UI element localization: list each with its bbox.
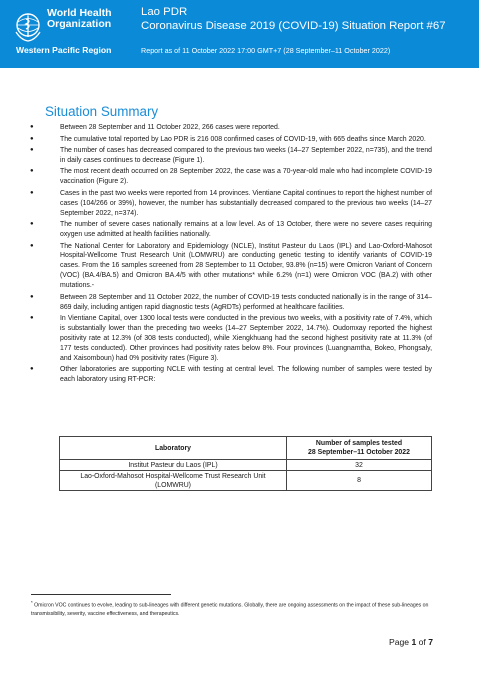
report-title-main: Coronavirus Disease 2019 (COVID-19) Situation Report #67: [141, 20, 446, 32]
page-prefix: Page: [389, 637, 410, 647]
list-item: [30, 314, 432, 364]
list-item: [30, 135, 432, 145]
bullet-icon: ●: [30, 242, 34, 249]
bullet-icon: ●: [30, 315, 34, 322]
bullet-icon: ●: [30, 293, 34, 300]
header-samples: [287, 437, 432, 460]
footnote: [31, 599, 435, 618]
header-samples-period: 28 September–11 October 2022: [308, 449, 410, 456]
header-laboratory: Laboratory: [60, 437, 287, 460]
org-name-line2: Organization: [47, 18, 112, 30]
org-name-line1: World Health: [47, 7, 112, 19]
bullet-text: Other laboratories are supporting NCLE with testing at central level. The following number of samples were tested by each laboratory using RT-PCR:: [60, 366, 432, 384]
bullet-icon: ●: [30, 147, 34, 153]
page-of: of: [418, 637, 426, 647]
lab-name-cell: Institut Pasteur du Laos (IPL): [60, 460, 287, 471]
footnote-divider: [31, 594, 171, 595]
bullet-icon: ●: [30, 135, 34, 142]
bullet-text: Between 28 September and 11 October 2022, the number of COVID-19 tests conducted nationally is in the range of 314–869 daily, including antigen rapid diagnostic tests (AgRDTs) performed at healthcare facilities.: [60, 293, 432, 311]
sample-count-cell: 8: [287, 471, 432, 491]
footnote-text: Omicron VOC continues to evolve, leading to sub-lineages with different genetic mutations. Globally, there are ongoing assessments on the impact of these sub-lineages on transmissibility, severity, vaccine effectiveness, and therapeutics.: [31, 602, 429, 617]
who-wordmark: [47, 8, 112, 30]
list-item: [30, 189, 432, 219]
page-total: 7: [428, 637, 433, 647]
sample-count-cell: 32: [287, 460, 432, 471]
section-title: Situation Summary: [45, 104, 159, 119]
page-current: 1: [411, 637, 417, 647]
table-row: [60, 471, 432, 491]
bullet-text: Cases in the past two weeks were reported from 14 provinces. Vientiane Capital continues to report the highest number of cases (104/266 or 39%), however, the number has substantially decreased compared to the previous two weeks (14–27 September 2022, n=374).: [60, 189, 432, 217]
report-header-banner: [0, 0, 479, 68]
bullet-icon: ●: [30, 168, 34, 175]
bullet-icon: ●: [30, 124, 34, 130]
report-title-country: Lao PDR: [141, 6, 188, 18]
laboratory-samples-table: [59, 436, 432, 491]
bullet-icon: ●: [30, 366, 34, 373]
who-emblem-icon: [13, 10, 43, 44]
page-number: [389, 637, 433, 647]
bullet-icon: ●: [30, 221, 34, 228]
bullet-text: The number of severe cases nationally remains at a low level. As of 13 October, there were no severe cases requiring oxygen use admitted at health facilities nationally.: [60, 221, 432, 239]
bullet-text: The most recent death occurred on 28 September 2022, the case was a 70-year-old male who had incomplete COVID-19 vaccination (Figure 2).: [60, 168, 432, 186]
table-header-row: [60, 437, 432, 460]
bullet-icon: ●: [30, 189, 34, 196]
table-row: [60, 460, 432, 471]
bullet-text: The National Center for Laboratory and Epidemiology (NCLE), Institut Pasteur du Laos (IPL) and Lao-Oxford-Mahosot Hospital-Wellcome Trust Research Unit (LOMWRU) are conducting genetic testing to identify variants of COVID-19 cases. From the 16 samples screened from 28 September to 11 October, 93.8% (n=15) were Omicron Variant of Concern (VOC) (BA.4/BA.5) and Omicron BA.4/5 with other mutations* while 6.2% (n=1) were Omicron VOC (BA.2) with other mutations.-: [60, 242, 432, 290]
list-item: [30, 242, 432, 292]
report-title: [141, 5, 446, 33]
list-item: [30, 146, 432, 166]
header-samples-title: Number of samples tested: [315, 440, 403, 447]
report-subtitle: Report as of 11 October 2022 17:00 GMT+7 (28 September–11 October 2022): [141, 46, 391, 55]
bullet-text: The cumulative total reported by Lao PDR is 216 008 confirmed cases of COVID-19, with 665 deaths since March 2020.: [60, 135, 426, 143]
list-item: [30, 123, 432, 133]
bullet-text: In Vientiane Capital, over 1300 local tests were conducted in the previous two weeks, with a positivity rate of 7.4%, which is substantially lower than the preceding two weeks (14–27 September 2022, 14.7%). Oudomxay reported the highest positivity rate at 12.3% (of 308 tests conducted), while Xiengkhuang had the second highest positivity rate at 11.3% (of 177 tests conducted). Other provinces had positivity rates below 8%. Four provinces (Luangnamtha, Bokeo, Phongsaly, and Xaisomboun) had 0% positivity rates (Figure 3).: [60, 315, 432, 362]
list-item: [30, 293, 432, 313]
lab-name-cell: Lao-Oxford-Mahosot Hospital-Wellcome Trust Research Unit (LOMWRU): [60, 471, 287, 491]
summary-bullet-list: [30, 123, 432, 387]
list-item: [30, 167, 432, 187]
footnote-marker: *: [31, 600, 33, 605]
list-item: [30, 365, 432, 385]
bullet-text: Between 28 September and 11 October 2022, 266 cases were reported.: [60, 124, 280, 131]
list-item: [30, 220, 432, 240]
bullet-text: The number of cases has decreased compared to the previous two weeks (14–27 September 2022, n=735), and the trend in daily cases continues to decrease (Figure 1).: [60, 147, 432, 164]
region-name: Western Pacific Region: [16, 45, 112, 55]
